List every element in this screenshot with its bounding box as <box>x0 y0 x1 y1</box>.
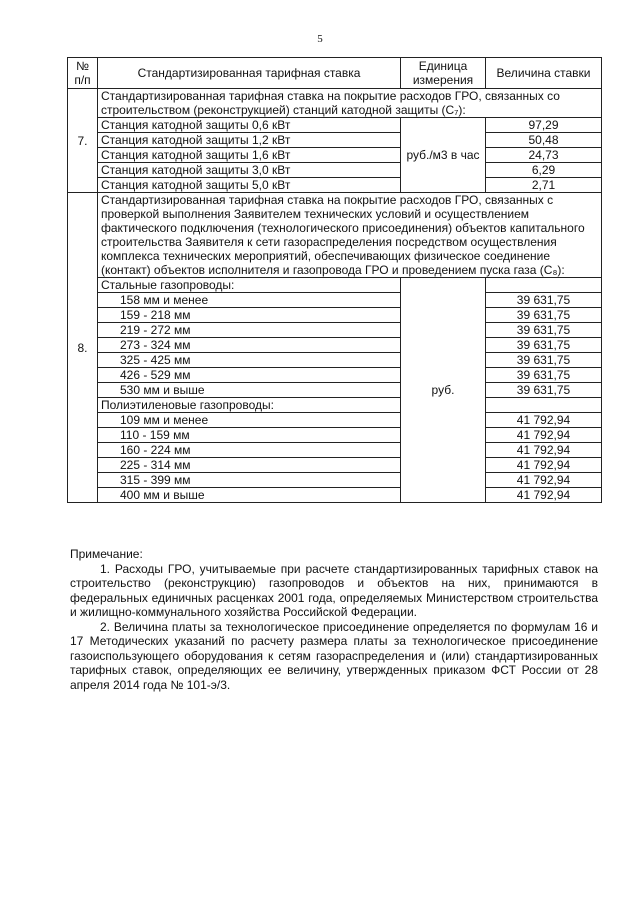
table-row <box>68 413 602 428</box>
rate-value: 41 792,94 <box>486 458 602 473</box>
table-row <box>68 488 602 503</box>
rate-name: 110 - 159 мм <box>98 428 401 443</box>
header-value: Величина ставки <box>486 58 602 89</box>
section-title: Стандартизированная тарифная ставка на покрытие расходов ГРО, связанных с проверкой выполнения Заявителем технических условий и осуществлением фактического подключения (технологического присоединения) объектов капитального строительства Заявителя к сети газораспределения посредством осуществления комплекса технических мероприятий, обеспечивающих физическое соединение (контакт) объектов исполнителя и газопровода ГРО и проведением пуска газа (C₈): <box>98 193 602 278</box>
rate-value: 39 631,75 <box>486 368 602 383</box>
table-row <box>68 293 602 308</box>
section-title: Стандартизированная тарифная ставка на покрытие расходов ГРО, связанных со строительством (реконструкцией) станций катодной защиты (C₇): <box>98 89 602 118</box>
rate-name: 530 мм и выше <box>98 383 401 398</box>
rate-value: 39 631,75 <box>486 308 602 323</box>
rate-name: 158 мм и менее <box>98 293 401 308</box>
rate-value: 41 792,94 <box>486 488 602 503</box>
rate-name: Станция катодной защиты 1,6 кВт <box>98 148 401 163</box>
table-row <box>68 458 602 473</box>
table-row <box>68 368 602 383</box>
table-row <box>68 428 602 443</box>
empty-cell <box>486 398 602 413</box>
notes-title: Примечание: <box>70 547 143 561</box>
table-header <box>68 58 602 89</box>
table-row <box>68 383 602 398</box>
rate-value: 39 631,75 <box>486 383 602 398</box>
table-row <box>68 323 602 338</box>
table-row <box>68 473 602 488</box>
header-rate: Стандартизированная тарифная ставка <box>98 58 401 89</box>
table-row <box>68 338 602 353</box>
table-row <box>68 118 602 133</box>
rate-value: 41 792,94 <box>486 428 602 443</box>
table-row <box>68 163 602 178</box>
header-num: № п/п <box>68 58 98 89</box>
rate-value: 24,73 <box>486 148 602 163</box>
note-item: 1. Расходы ГРО, учитываемые при расчете стандартизированных тарифных ставок на строительство (реконструкцию) газопроводов и объектов на них, принимаются в федеральных единичных расценках 2001 года, определяемых Министерством строительства и жилищно-коммунального хозяйства Российской Федерации. <box>70 561 598 619</box>
table-row <box>68 178 602 193</box>
rate-name: 225 - 314 мм <box>98 458 401 473</box>
section-number: 7. <box>68 89 98 193</box>
table-row <box>68 308 602 323</box>
notes <box>70 547 598 692</box>
rate-name: Станция катодной защиты 5,0 кВт <box>98 178 401 193</box>
table-row <box>68 133 602 148</box>
table-row <box>68 278 602 293</box>
table-row <box>68 398 602 413</box>
table-row <box>68 148 602 163</box>
rate-name: 315 - 399 мм <box>98 473 401 488</box>
group-label: Стальные газопроводы: <box>98 278 401 293</box>
rate-name: 160 - 224 мм <box>98 443 401 458</box>
rate-name: 219 - 272 мм <box>98 323 401 338</box>
note-item: 2. Величина платы за технологическое присоединение определяется по формулам 16 и 17 Методических указаний по расчету размера платы за технологическое присоединение газоиспользующего оборудования к сетям газораспределения и (или) стандартизированных тарифных ставок, определяющих ее величину, утвержденных приказом ФСТ России от 28 апреля 2014 года № 101-э/3. <box>70 619 598 692</box>
rate-value: 39 631,75 <box>486 293 602 308</box>
rate-name: 400 мм и выше <box>98 488 401 503</box>
tariff-table <box>67 57 602 503</box>
rate-value: 50,48 <box>486 133 602 148</box>
header-unit: Единица измерения <box>401 58 486 89</box>
rate-value: 39 631,75 <box>486 353 602 368</box>
rate-name: Станция катодной защиты 3,0 кВт <box>98 163 401 178</box>
rate-value: 97,29 <box>486 118 602 133</box>
table-row <box>68 353 602 368</box>
rate-name: Станция катодной защиты 1,2 кВт <box>98 133 401 148</box>
rate-value: 39 631,75 <box>486 338 602 353</box>
unit-cell: руб./м3 в час <box>401 118 486 193</box>
section-number: 8. <box>68 193 98 503</box>
rate-name: 426 - 529 мм <box>98 368 401 383</box>
table-row <box>68 193 602 278</box>
rate-name: 109 мм и менее <box>98 413 401 428</box>
rate-name: 159 - 218 мм <box>98 308 401 323</box>
rate-value: 2,71 <box>486 178 602 193</box>
empty-cell <box>486 278 602 293</box>
rate-name: 325 - 425 мм <box>98 353 401 368</box>
unit-cell: руб. <box>401 278 486 503</box>
rate-name: 273 - 324 мм <box>98 338 401 353</box>
group-label: Полиэтиленовые газопроводы: <box>98 398 401 413</box>
table-row <box>68 443 602 458</box>
rate-value: 41 792,94 <box>486 413 602 428</box>
rate-value: 41 792,94 <box>486 473 602 488</box>
rate-value: 39 631,75 <box>486 323 602 338</box>
rate-name: Станция катодной защиты 0,6 кВт <box>98 118 401 133</box>
page-number: 5 <box>317 33 323 45</box>
rate-value: 6,29 <box>486 163 602 178</box>
table-row <box>68 89 602 118</box>
rate-value: 41 792,94 <box>486 443 602 458</box>
